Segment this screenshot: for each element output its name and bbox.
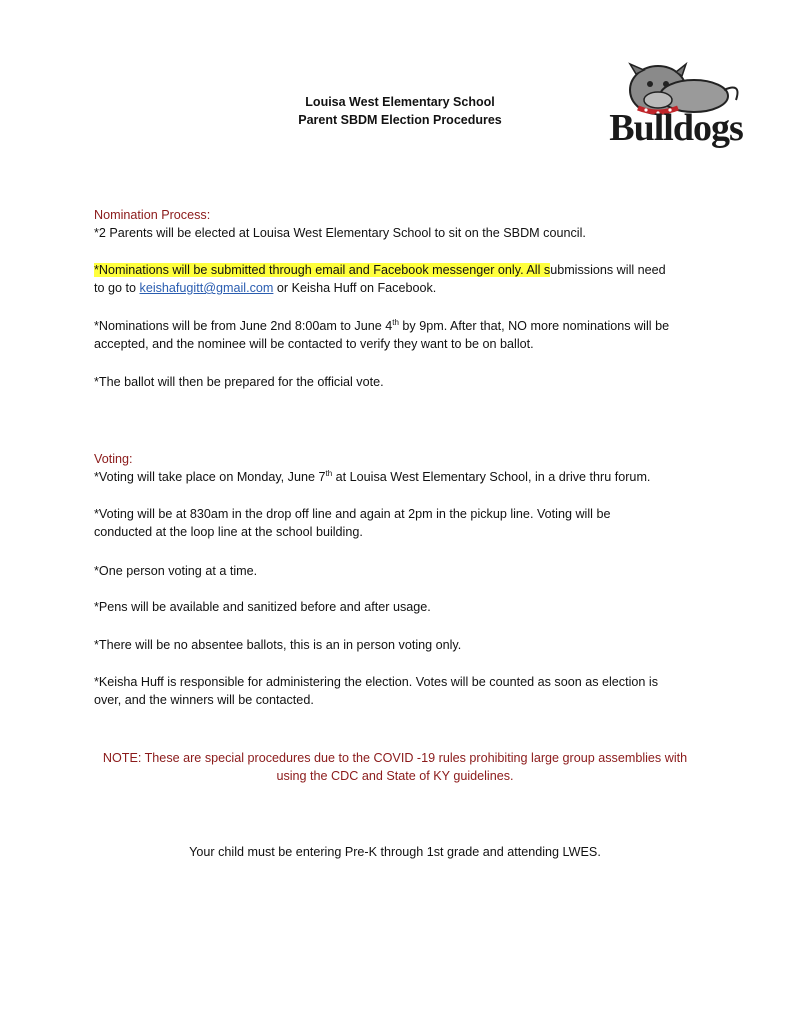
nomination-paragraph-2: *Nominations will be submitted through email and Facebook messenger only. All submissions will need to go to keishafugitt@gmail.com or Keisha Huff on Facebook. (94, 263, 666, 295)
eligibility-footer: Your child must be entering Pre-K through 1st grade and attending LWES. (189, 845, 601, 859)
document-title: Parent SBDM Election Procedures (298, 113, 502, 127)
nomination-heading: Nomination Process: (94, 208, 211, 222)
voting-paragraph-2: *Voting will be at 830am in the drop off line and again at 2pm in the pickup line. Voting will be conducted at the loop line at the school building. (94, 507, 611, 539)
email-link[interactable]: keishafugitt@gmail.com (139, 281, 274, 295)
bulldogs-logo (596, 60, 756, 160)
voting-paragraph-6: *Keisha Huff is responsible for administering the election. Votes will be counted as soon as election is over, and the winners will be contacted. (94, 675, 659, 707)
nomination-paragraph-4: *The ballot will then be prepared for the official vote. (94, 375, 384, 389)
highlighted-text: *Nominations will be submitted through email and Facebook messenger only. All s (94, 263, 551, 277)
nomination-paragraph-3: *Nominations will be from June 2nd 8:00am to June 4th by 9pm. After that, NO more nominations will be accepted, and the nominee will be contacted to verify they want to be on ballot. (94, 317, 670, 351)
covid-note: NOTE: These are special procedures due to the COVID -19 rules prohibiting large group assemblies with using the CDC and State of KY guidelines. (102, 751, 688, 783)
nomination-paragraph-1: *2 Parents will be elected at Louisa West Elementary School to sit on the SBDM council. (94, 226, 586, 240)
voting-heading: Voting: (94, 452, 133, 466)
voting-paragraph-5: *There will be no absentee ballots, this is an in person voting only. (94, 638, 462, 652)
voting-paragraph-4: *Pens will be available and sanitized before and after usage. (94, 600, 431, 614)
school-name: Louisa West Elementary School (305, 95, 495, 109)
logo-text: Bulldogs (609, 107, 743, 149)
voting-paragraph-1: *Voting will take place on Monday, June 7th at Louisa West Elementary School, in a drive thru forum. (94, 468, 651, 484)
voting-paragraph-3: *One person voting at a time. (94, 564, 258, 578)
